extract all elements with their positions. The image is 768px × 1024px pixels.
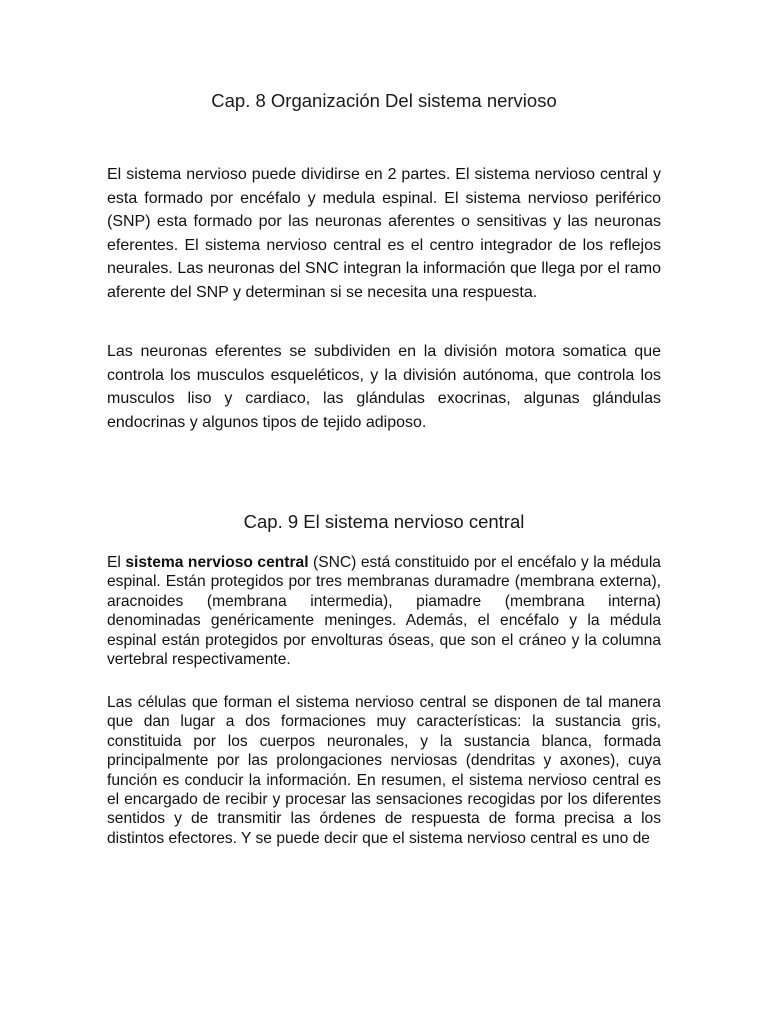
paragraph-prefix: El [107, 554, 126, 571]
chapter-9-title: Cap. 9 El sistema nervioso central [243, 511, 525, 532]
chapter-8-paragraph-1: El sistema nervioso puede dividirse en 2 partes. El sistema nervioso central y esta formado por encéfalo y medula espinal. El sistema nervioso periférico (SNP) esta formado por las neuronas aferentes o sensitivas y las neuronas eferentes. El sistema nervioso central es el centro integrador de los reflejos neurales. Las neuronas del SNC integran la información que llega por el ramo aferente del SNP y determinan si se necesita una respuesta. [107, 166, 661, 301]
chapter-8-title: Cap. 8 Organización Del sistema nervioso [211, 90, 557, 111]
paragraph-rest: (SNC) está constituido por el encéfalo y la médula espinal. Están protegidos por tres membranas duramadre (membrana externa), aracnoides (membrana intermedia), piamadre (membrana interna) denominadas genéricamente meninges. Además, el encéfalo y la médula espinal están protegidos por envolturas óseas, que son el cráneo y la columna vertebral respectivamente. [107, 554, 661, 669]
chapter-9-paragraph-2: Las células que forman el sistema nervioso central se disponen de tal manera que dan lugar a dos formaciones muy características: la sustancia gris, constituida por los cuerpos neuronales, y la sustancia blanca, formada principalmente por las prolongaciones nerviosas (dendritas y axones), cuya función es conducir la información. En resumen, el sistema nervioso central es el encargado de recibir y procesar las sensaciones recogidas por los diferentes sentidos y de transmitir las órdenes de respuesta de forma precisa a los distintos efectores. Y se puede decir que el sistema nervioso central es uno de [107, 694, 661, 847]
chapter-8-paragraph-2: Las neuronas eferentes se subdividen en la división motora somatica que controla los musculos esqueléticos, y la división autónoma, que controla los musculos liso y cardiaco, las glándulas exocrinas, algunas glándulas endocrinas y algunos tipos de tejido adiposo. [107, 343, 661, 431]
bold-term: sistema nervioso central [125, 554, 309, 571]
chapter-9-paragraph-1 [107, 553, 661, 669]
